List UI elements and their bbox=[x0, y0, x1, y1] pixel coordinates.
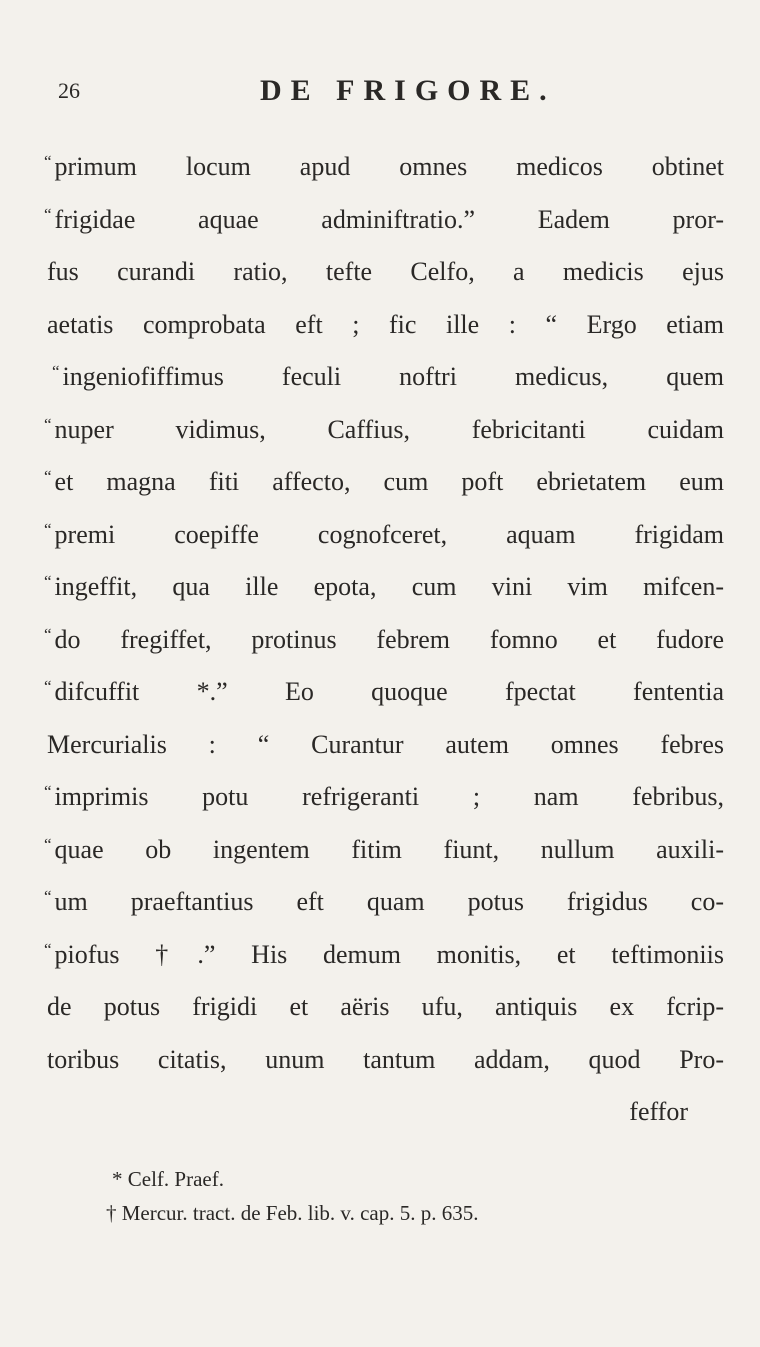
quote-mark: “ bbox=[52, 362, 60, 381]
line-text: frigidae aquae adminiftratio.” Eadem pror- bbox=[54, 204, 724, 234]
text-line bbox=[44, 819, 724, 872]
catchword-line bbox=[44, 1081, 724, 1134]
text-line bbox=[44, 924, 724, 977]
quote-mark: “ bbox=[44, 519, 52, 539]
page-number: 26 bbox=[58, 78, 80, 103]
text-line bbox=[44, 294, 724, 347]
line-text: ingeniofiffimus feculi noftri medicus, quem bbox=[62, 362, 724, 391]
line-text: do fregiffet, protinus febrem fomno et fudore bbox=[54, 624, 724, 654]
line-text: piofus †.” His demum monitis, et teftimoniis bbox=[54, 939, 724, 969]
quote-mark: “ bbox=[44, 204, 52, 224]
text-line bbox=[44, 976, 724, 1029]
footnote-celsus: * Celf. Praef. bbox=[112, 1167, 224, 1191]
quote-mark: “ bbox=[44, 677, 52, 696]
line-text: aetatis comprobata eft ; fic ille : “ Ergo etiam bbox=[47, 309, 724, 339]
footnote-mercurialis: † Mercur. tract. de Feb. lib. v. cap. 5. p. 635. bbox=[106, 1201, 479, 1225]
text-line bbox=[44, 399, 724, 452]
line-text: Mercurialis : “ Curantur autem omnes febres bbox=[47, 729, 724, 759]
text-line bbox=[44, 556, 724, 609]
text-line bbox=[44, 609, 724, 662]
line-text: imprimis potu refrigeranti ; nam febribus, bbox=[54, 782, 724, 811]
line-text: difcuffit *.” Eo quoque fpectat fententia bbox=[54, 677, 724, 706]
line-text: primum locum apud omnes medicos obtinet bbox=[54, 152, 724, 181]
text-line bbox=[44, 504, 724, 557]
quote-mark: “ bbox=[44, 572, 52, 591]
text-line bbox=[44, 714, 724, 767]
text-line bbox=[44, 871, 724, 924]
catchword: feffor bbox=[629, 1097, 688, 1126]
text-line bbox=[44, 241, 724, 294]
text-line bbox=[44, 766, 724, 819]
quote-mark: “ bbox=[44, 152, 52, 171]
line-text: fus curandi ratio, tefte Celfo, a medicis ejus bbox=[47, 257, 724, 286]
quote-mark: “ bbox=[44, 939, 52, 959]
line-text: toribus citatis, unum tantum addam, quod Pro- bbox=[47, 1044, 724, 1074]
quote-mark: “ bbox=[44, 887, 52, 906]
body-text bbox=[44, 136, 724, 1134]
quote-mark: “ bbox=[44, 414, 52, 434]
text-line bbox=[44, 451, 724, 504]
line-text: et magna fiti affecto, cum poft ebrietatem eum bbox=[54, 467, 724, 496]
page-header bbox=[58, 72, 738, 112]
quote-mark: “ bbox=[44, 467, 52, 486]
quote-mark: “ bbox=[44, 834, 52, 854]
running-title: DE FRIGORE. bbox=[260, 74, 556, 107]
line-text: um praeftantius eft quam potus frigidus co- bbox=[54, 887, 724, 916]
quote-mark: “ bbox=[44, 782, 52, 801]
text-line bbox=[44, 1029, 724, 1082]
line-text: ingeffit, qua ille epota, cum vini vim mifcen- bbox=[54, 572, 724, 601]
line-text: premi coepiffe cognofceret, aquam frigidam bbox=[54, 519, 724, 549]
text-line bbox=[44, 661, 724, 714]
text-line bbox=[44, 189, 724, 242]
line-text: quae ob ingentem fitim fiunt, nullum auxili- bbox=[54, 834, 724, 864]
footnotes bbox=[106, 1162, 712, 1230]
quote-mark: “ bbox=[44, 624, 52, 644]
line-text: de potus frigidi et aëris ufu, antiquis ex fcrip- bbox=[47, 992, 724, 1021]
text-line bbox=[44, 136, 724, 189]
text-line bbox=[44, 346, 724, 399]
line-text: nuper vidimus, Caffius, febricitanti cuidam bbox=[54, 414, 724, 444]
